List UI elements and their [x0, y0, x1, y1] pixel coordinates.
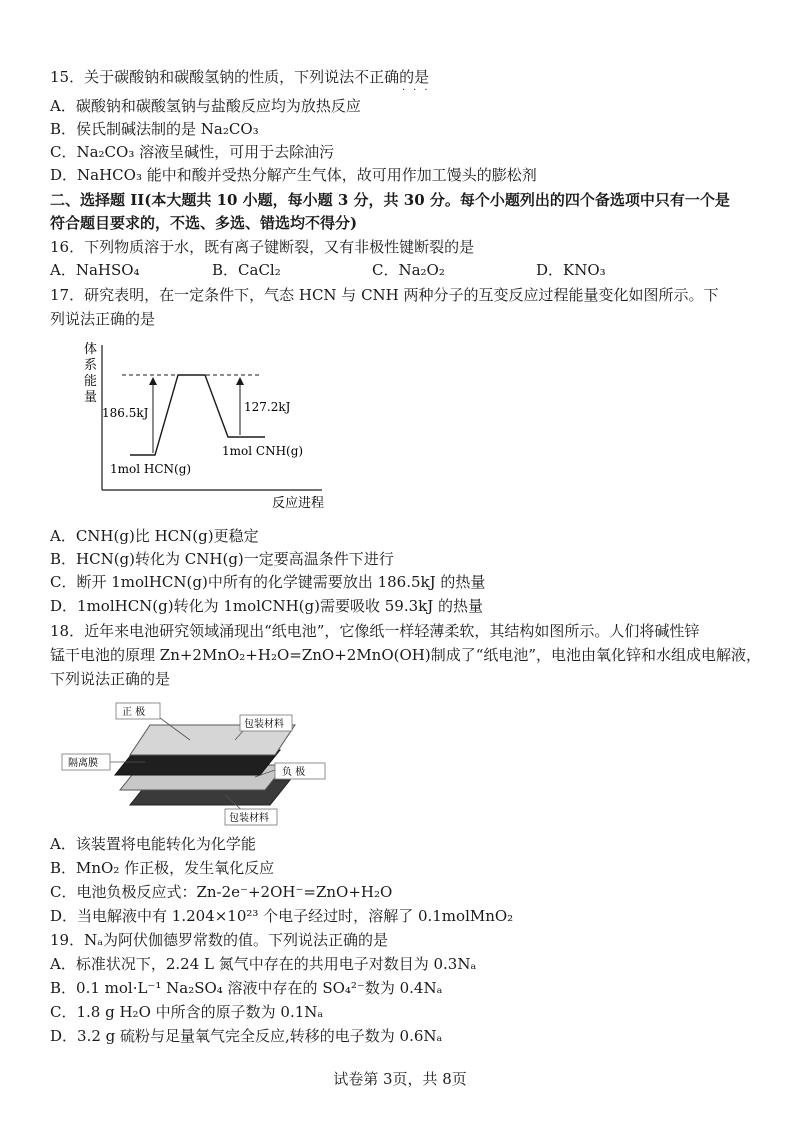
q18-stem-line1: 18．近年来电池研究领域涌现出“纸电池”，它像纸一样轻薄柔软，其结构如图所示。人们将碱性锌 — [50, 622, 700, 640]
section2-heading-line1: 二、选择题 II(本大题共 10 小题，每小题 3 分，共 30 分。每个小题列出的四个备选项中只有一个是 — [50, 191, 730, 209]
q16-options — [50, 259, 770, 281]
q18-option-c: C．电池负极反应式：Zn-2e⁻+2OH⁻=ZnO+H₂O — [50, 883, 393, 901]
positive-label: 正 极 — [122, 707, 146, 718]
y-label-2: 系 — [84, 358, 98, 373]
y-label-4: 量 — [84, 390, 98, 405]
q16-option-a: A．NaHSO₄ — [50, 261, 140, 279]
paper-battery-diagram — [60, 695, 340, 830]
q15-stem: 15．关于碳酸钠和碳酸氢钠的性质，下列说法不正确的是 — [50, 68, 430, 86]
q17-option-d: D．1molHCN(g)转化为 1molCNH(g)需要吸收 59.3kJ 的热量 — [50, 597, 484, 615]
right-energy-label: 127.2kJ — [244, 400, 291, 414]
x-label: 反应进程 — [272, 496, 325, 511]
pack-bottom-label: 包装材料 — [229, 813, 269, 824]
q17-stem-line1: 17．研究表明，在一定条件下，气态 HCN 与 CNH 两种分子的互变反应过程能量变化如图所示。下 — [50, 286, 719, 304]
q17-stem-line2: 列说法正确的是 — [50, 310, 156, 328]
y-label-3: 能 — [84, 374, 98, 389]
q16-option-b: B．CaCl₂ — [212, 261, 281, 279]
emphasis-dots: ··· — [402, 85, 436, 96]
q17-option-a: A．CNH(g)比 HCN(g)更稳定 — [50, 527, 259, 545]
product-label: 1mol CNH(g) — [222, 444, 304, 458]
q15-option-b: B．侯氏制碱法制的是 Na₂CO₃ — [50, 120, 259, 138]
q15-option-d: D．NaHCO₃ 能中和酸并受热分解产生气体，故可用作加工馒头的膨松剂 — [50, 166, 537, 184]
q15-option-a: A．碳酸钠和碳酸氢钠与盐酸反应均为放热反应 — [50, 97, 361, 115]
separator-label: 隔离膜 — [68, 758, 98, 769]
q18-option-b: B．MnO₂ 作正极，发生氧化反应 — [50, 859, 275, 877]
energy-diagram — [80, 335, 350, 515]
q16-stem: 16．下列物质溶于水，既有离子键断裂，又有非极性键断裂的是 — [50, 238, 475, 256]
negative-label: 负 极 — [282, 767, 306, 778]
page-footer: 试卷第 3页，共 8页 — [333, 1070, 467, 1088]
q19-option-d: D．3.2 g 硫粉与足量氧气完全反应,转移的电子数为 0.6Nₐ — [50, 1027, 443, 1045]
q18-option-d: D．当电解液中有 1.204×10²³ 个电子经过时，溶解了 0.1molMnO₂ — [50, 907, 514, 925]
y-label-1: 体 — [84, 342, 98, 357]
q19-option-b: B．0.1 mol·L⁻¹ Na₂SO₄ 溶液中存在的 SO₄²⁻数为 0.4Nₐ — [50, 979, 443, 997]
q18-stem-line3: 下列说法正确的是 — [50, 670, 171, 688]
q19-option-c: C．1.8 g H₂O 中所含的原子数为 0.1Nₐ — [50, 1003, 324, 1021]
q18-stem-line2: 锰干电池的原理 Zn+2MnO₂+H₂O=ZnO+2MnO(OH)制成了“纸电池”，电池由氧化锌和水组成电解液， — [50, 646, 762, 664]
left-energy-label: 186.5kJ — [102, 406, 149, 420]
q16-option-c: C．Na₂O₂ — [372, 261, 445, 279]
section2-heading-line2: 符合题目要求的，不选、多选、错选均不得分) — [50, 214, 358, 232]
q18-option-a: A．该装置将电能转化为化学能 — [50, 835, 256, 853]
energy-profile — [130, 375, 265, 455]
q19-stem: 19．Nₐ为阿伏伽德罗常数的值。下列说法正确的是 — [50, 931, 389, 949]
q17-option-b: B．HCN(g)转化为 CNH(g)一定要高温条件下进行 — [50, 550, 394, 568]
q16-option-d: D．KNO₃ — [536, 261, 606, 279]
q17-option-c: C．断开 1molHCN(g)中所有的化学键需要放出 186.5kJ 的热量 — [50, 573, 486, 591]
pack-top-label: 包装材料 — [244, 719, 284, 730]
reactant-label: 1mol HCN(g) — [110, 462, 192, 476]
q15-option-c: C．Na₂CO₃ 溶液呈碱性，可用于去除油污 — [50, 143, 335, 161]
q19-option-a: A．标准状况下，2.24 L 氮气中存在的共用电子对数目为 0.3Nₐ — [50, 955, 477, 973]
